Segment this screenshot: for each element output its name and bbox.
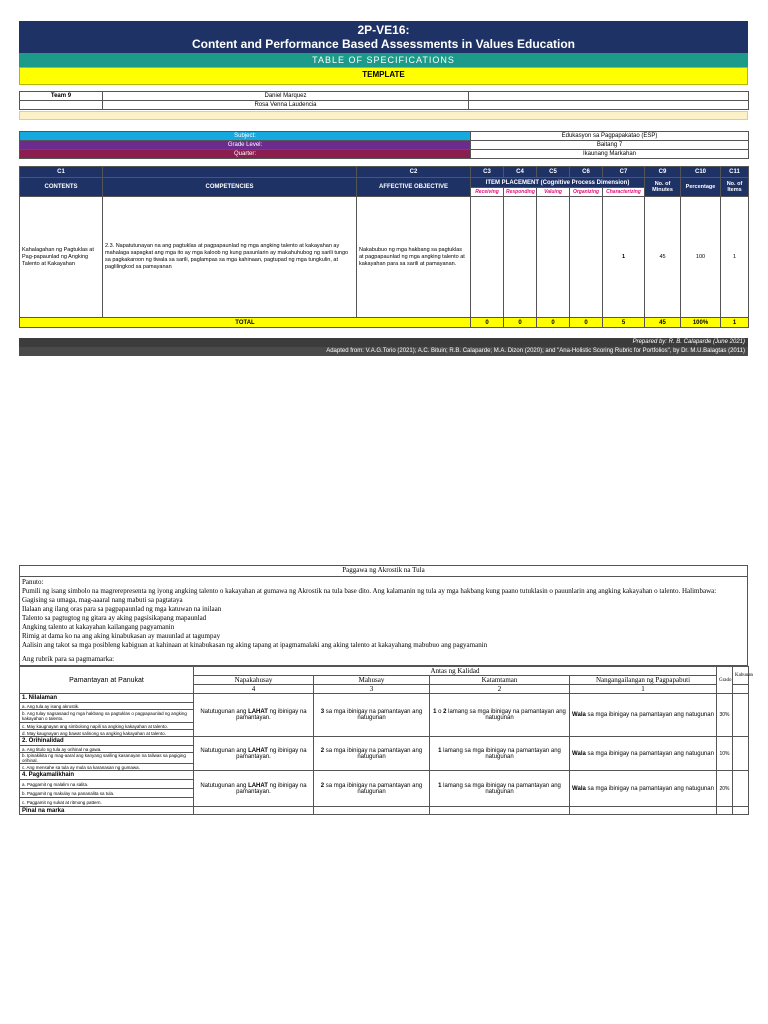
level-score: 4	[194, 685, 314, 694]
rubric-table	[19, 666, 754, 815]
desc-cell: Natutugunan ang LAHAT ng ibinigay na pamantayan.	[194, 694, 314, 737]
col-code-c7: C7	[603, 167, 645, 178]
level-name: Napakahusay	[194, 676, 314, 685]
sub-criterion: c. Ang mensahe sa tula ay mula sa karanasan ng gumawa.	[20, 764, 194, 771]
level-score: 3	[314, 685, 430, 694]
final-label: Pinal na marka	[20, 807, 194, 815]
adapted-from: Adapted from: V.A.G.Torio (2021); A.C. Bituin; R.B. Calaparde; M.A. Dizon (2020); and "Ana-Holistic Scoring Rubric for Portfolios", by Dr. M.U.Balagtas (2011)	[19, 347, 748, 356]
info-table	[19, 131, 749, 159]
criterion-name: 4. Pagkamalikhain	[20, 771, 194, 780]
affective-header: AFFECTIVE OBJECTIVE	[357, 178, 471, 197]
criterion-name: 1. Nilalaman	[20, 694, 194, 703]
desc-cell: 1 lamang sa mga ibinigay na pamantayan ang natugunan	[430, 771, 570, 807]
competencies-header: COMPETENCIES	[103, 178, 357, 197]
sub-criterion: c. May kaugnayan ang simbolong napili sa angking kakayahan at talento.	[20, 723, 194, 730]
team-table	[19, 91, 749, 110]
level-name: Katamtaman	[430, 676, 570, 685]
percentage-header: Percentage	[681, 178, 721, 197]
total-row	[20, 318, 749, 328]
level-name: Mahusay	[314, 676, 430, 685]
instruction-line: Aalisin ang takot sa mga posibleng kabiguan at kahinaan at kinabukasan ng aking tapang at ipagmamalaki ang aking talento at kakayahang mabubuo ang pagyamanin	[22, 641, 488, 649]
final-row	[20, 807, 749, 815]
level-valuing: Valuing	[537, 188, 570, 197]
row-level-1	[471, 197, 504, 318]
total-level-4: 0	[570, 318, 603, 328]
contents-header: CONTENTS	[20, 178, 103, 197]
team-member-2: Rosa Venna Laudencia	[103, 101, 469, 110]
total-level-2: 0	[504, 318, 537, 328]
instruction-line: Talento sa pagtugtog ng gitara ay aking pagsisikapang mapaunlad	[22, 614, 207, 622]
criteria-header: Pamantayan at Panukat	[20, 667, 194, 694]
row-level-4	[570, 197, 603, 318]
sub-criterion: a. Ang tula ay isang akrostik.	[20, 703, 194, 710]
rubric-title: Paggawa ng Akrostik na Tula	[19, 565, 748, 577]
team-label: Team 9	[20, 92, 103, 101]
prepared-by: Prepared by: R. B. Calaparde (June 2021)	[19, 338, 748, 347]
col-code-c5: C5	[537, 167, 570, 178]
row-minutes: 45	[645, 197, 681, 318]
row-level-2	[504, 197, 537, 318]
rubric-label: Ang rubrik para sa pagmamarka:	[22, 655, 115, 663]
sub-criterion: b. Ipinakikita ng mag-aaral ang kanyang sariling kasanayan na taliwas sa pagiging orihinal.	[20, 753, 194, 764]
quarter-label: Quarter:	[20, 150, 471, 159]
row-affective: Nakabubuo ng mga hakbang sa pagtuklas at pagpapaunlad ng mga angking talento at kakayahan para sa sarili at pamayanan.	[357, 197, 471, 318]
panuto-label: Panuto:	[22, 578, 44, 586]
grade-value: 20%	[717, 771, 733, 807]
title-banner	[19, 21, 748, 53]
criterion-name: 2. Orihinalidad	[20, 737, 194, 746]
table-row	[20, 737, 749, 746]
subject-value: Edukasyon sa Pagpapakatao (ESP)	[471, 132, 749, 141]
total-minutes: 45	[645, 318, 681, 328]
row-content: Kahalagahan ng Pagtuklas at Pag-papaunlad ng Angking Talento at Kakayahan	[20, 197, 103, 318]
sub-criterion: a. Ang titulo ng tula ay orihinal na gawa.	[20, 746, 194, 753]
item-placement-header: ITEM PLACEMENT (Cognitive Process Dimension)	[471, 178, 645, 188]
minutes-header: No. of Minutes	[645, 178, 681, 197]
table-row	[20, 771, 749, 780]
sub-criterion: d. May kaugnayan ang bawat salinong sa angking kakayahan at talento.	[20, 730, 194, 737]
grade-value: 10%	[717, 737, 733, 771]
col-code-c10: C10	[681, 167, 721, 178]
table-row	[20, 197, 749, 318]
tos-sheet	[19, 21, 748, 356]
desc-cell: 1 o 2 lamang sa mga ibinigay na pamantayan ang natugunan	[430, 694, 570, 737]
instructions-box	[19, 577, 748, 666]
grade-value: Baitang 7	[471, 141, 749, 150]
total-items: 1	[721, 318, 749, 328]
desc-cell: Wala sa mga ibinigay na pamantayan ang natugunan	[570, 771, 717, 807]
desc-cell: 2 sa mga ibinigay na pamantayan ang natugunan	[314, 737, 430, 771]
instruction-line: Angking talento at kakayahan kailangang pagyamanin	[22, 623, 175, 631]
col-code-c2: C2	[357, 167, 471, 178]
items-header: No. of Items	[721, 178, 749, 197]
table-row	[20, 694, 749, 703]
grade-header: Grado	[717, 667, 733, 694]
level-responding: Responding	[504, 188, 537, 197]
instruction-line: Rimig at dama ko na ang aking kinabukasan ay mauunlad at tagumpay	[22, 632, 221, 640]
desc-cell: Wala sa mga ibinigay na pamantayan ang natugunan	[570, 694, 717, 737]
subject-label: Subject:	[20, 132, 471, 141]
instruction-line: Pumili ng isang simbolo na magrerepresenta ng iyong angking talento o kakayahan at gumawa ng Akrostik na tula base dito. Ang kalamanin ng tula ay mga hakbang kung paano tutuklasin o pauunlarin ang angking kakayahan o talento. Halimbawa:	[22, 587, 717, 595]
row-competency: 2.3. Napatutunayan na ang pagtuklas at pagpapaunlad ng mga angking talento at kakayahan ay mahalaga sapagkat ang mga ito ay mga kaloob ng kung pasunlarin ay makahuhubog ng sarili tungo sa pagkakaroon ng tiwala sa sarili, paglampas sa mga kahinaan, pagtupad ng mga tungkulin, at paglilingkod sa pamayanan	[103, 197, 357, 318]
desc-cell: 2 sa mga ibinigay na pamantayan ang natugunan	[314, 771, 430, 807]
row-level-5: 1	[603, 197, 645, 318]
desc-cell: Natutugunan ang LAHAT ng ibinigay na pamantayan.	[194, 737, 314, 771]
row-items: 1	[721, 197, 749, 318]
level-receiving: Receiving	[471, 188, 504, 197]
doc-title: Content and Performance Based Assessments in Values Education	[191, 37, 575, 51]
col-code-c3: C3	[471, 167, 504, 178]
grade-value: 30%	[717, 694, 733, 737]
quarter-value: Ikaunang Markahan	[471, 150, 749, 159]
team-member-1: Daniel Marquez	[103, 92, 469, 101]
row-percentage: 100	[681, 197, 721, 318]
doc-code: 2P-VE16:	[357, 23, 410, 37]
total-header: Kabuuan	[733, 667, 749, 685]
instruction-line: Ilalaan ang ilang oras para sa pagpapaunlad ng mga katuwan na inilaan	[22, 605, 222, 613]
desc-cell: 3 sa mga ibinigay na pamantayan ang natugunan	[314, 694, 430, 737]
total-level-3: 0	[537, 318, 570, 328]
col-code-c1: C1	[20, 167, 103, 178]
tos-table	[19, 166, 749, 328]
sub-criterion: a. Paggamit ng malalim na salita.	[20, 780, 194, 789]
desc-cell: Wala sa mga ibinigay na pamantayan ang natugunan	[570, 737, 717, 771]
col-code-c9: C9	[645, 167, 681, 178]
total-level-1: 0	[471, 318, 504, 328]
tos-banner: TABLE OF SPECIFICATIONS	[19, 53, 748, 67]
level-score: 2	[430, 685, 570, 694]
sub-criterion: b. Ang tulay nagsasaad ng mga hakbang sa pagtuklas o pagpapaunlad ng angking kakayahan o talento.	[20, 710, 194, 723]
desc-cell: 1 lamang sa mga ibinigay na pamantayan ang natugunan	[430, 737, 570, 771]
total-label: TOTAL	[20, 318, 471, 328]
grade-label: Grade Level:	[20, 141, 471, 150]
col-code-c4: C4	[504, 167, 537, 178]
instruction-line: Gagising sa umaga, mag-aaaral nang mabuti sa pagtataya	[22, 596, 183, 604]
desc-cell: Natutugunan ang LAHAT ng ibinigay na pamantayan.	[194, 771, 314, 807]
col-code-c6: C6	[570, 167, 603, 178]
level-score: 1	[570, 685, 717, 694]
level-organizing: Organizing	[570, 188, 603, 197]
total-level-5: 5	[603, 318, 645, 328]
level-characterizing: Characterizing	[603, 188, 645, 197]
antas-header: Antas ng Kalidad	[194, 667, 717, 676]
sub-criterion: c. Paggamit ng sukat at ritmong pattern.	[20, 798, 194, 807]
row-level-3	[537, 197, 570, 318]
rubric-sheet	[19, 565, 754, 815]
sub-criterion: b. Paggamit ng makulay na pananalita sa tula.	[20, 789, 194, 798]
template-banner: TEMPLATE	[19, 67, 748, 85]
total-percentage: 100%	[681, 318, 721, 328]
col-code-c11: C11	[721, 167, 749, 178]
level-name: Nangangailangan ng Pagpapabuti	[570, 676, 717, 685]
